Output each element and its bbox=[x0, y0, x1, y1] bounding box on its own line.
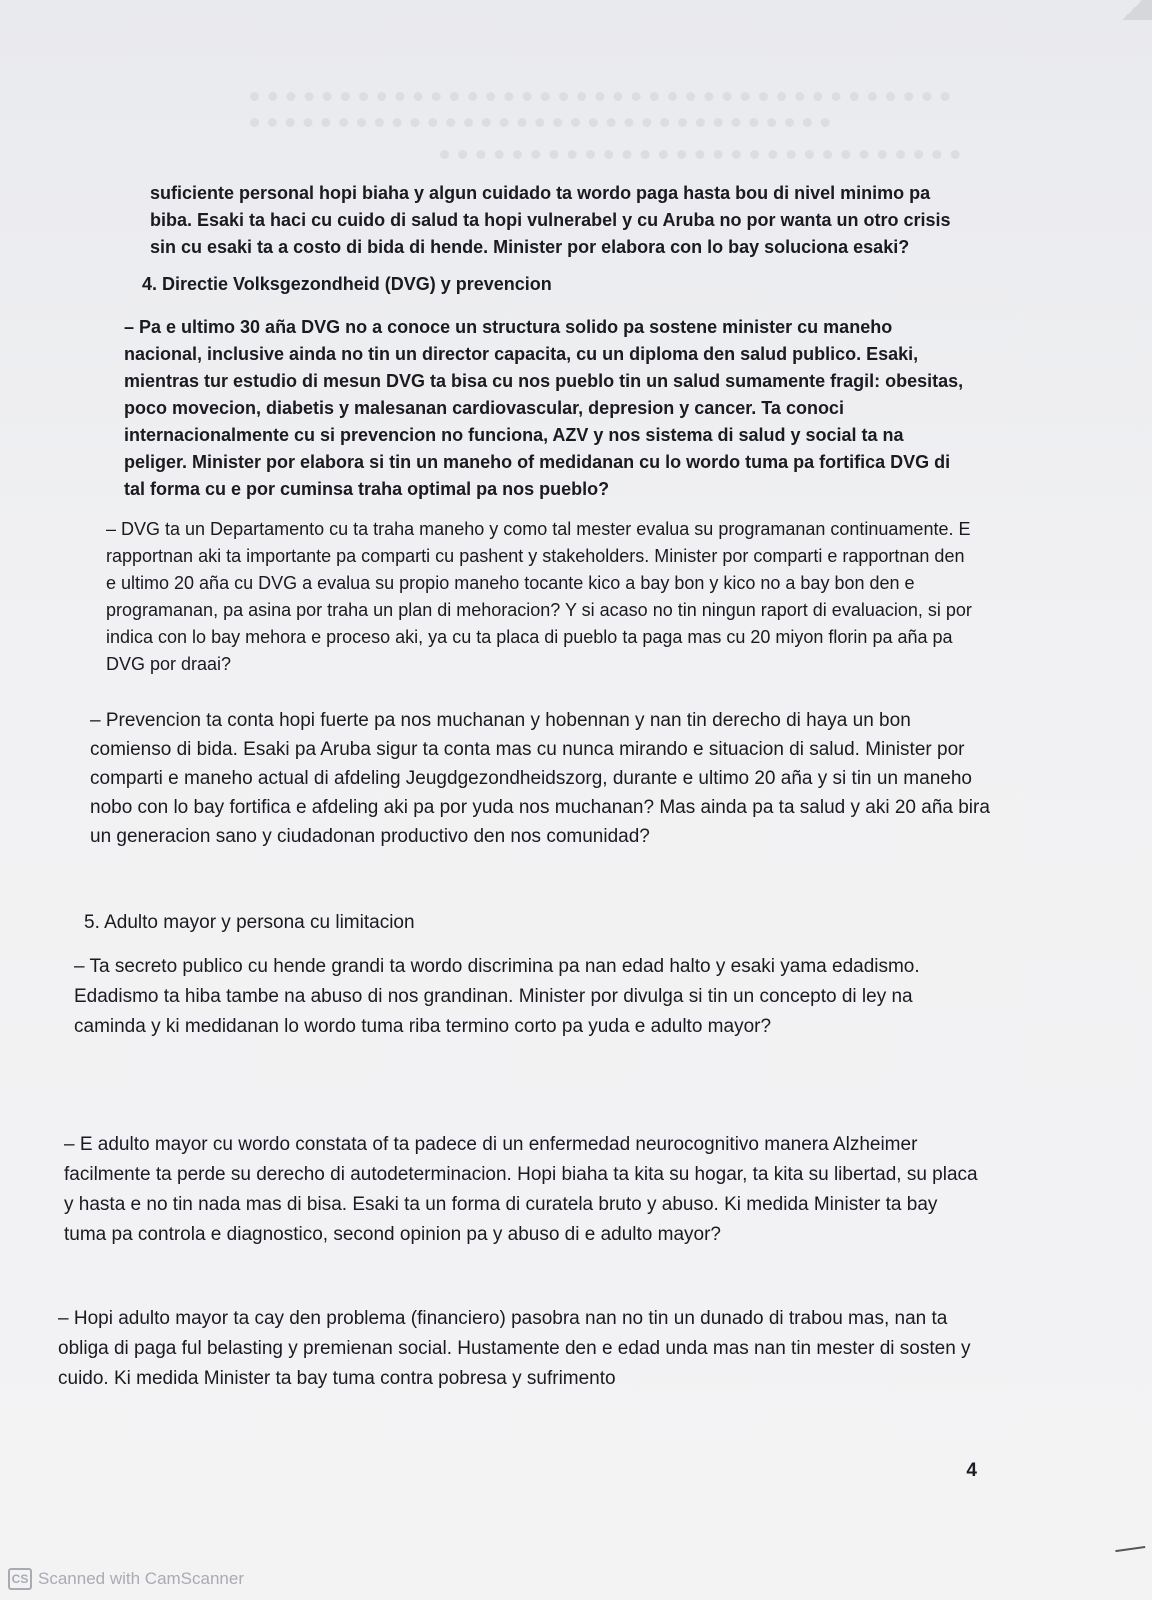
section-5-heading: 5. Adulto mayor y persona cu limitacion bbox=[84, 912, 415, 933]
paragraph-neurocognitivo: – E adulto mayor cu wordo constata of ta padece di un enfermedad neurocognitivo manera Alzheimer facilmente ta perde su derecho di autodeterminacion. Hopi biaha ta kita su hogar, ta kita su libertad, su placa y hasta e no tin nada mas di bisa. Esaki ta un forma di curatela bruto y abuso. Ki medida Minister ta bay tuma pa controla e diagnostico, second opinion pa y abuso di e adulto mayor? bbox=[64, 1134, 978, 1245]
bleed-through-line bbox=[440, 150, 960, 169]
page-corner-mark bbox=[1115, 1546, 1146, 1562]
scanner-watermark bbox=[8, 1568, 244, 1590]
camscanner-logo-icon: CS bbox=[8, 1568, 32, 1590]
paragraph-edadismo: – Ta secreto publico cu hende grandi ta wordo discrimina pa nan edad halto y esaki yama edadismo. Edadismo ta hiba tambe na abuso di nos grandinan. Minister por divulga si tin un concepto di ley na caminda y ki medidanan lo wordo tuma riba termino corto pa yuda e adulto mayor? bbox=[74, 956, 920, 1037]
paragraph-financiero: – Hopi adulto mayor ta cay den problema (financiero) pasobra nan no tin un dunado di trabou mas, nan ta obliga di paga ful belasting y premienan social. Hustamente den e edad unda mas nan tin mester di sosten y cuido. Ki medida Minister ta bay tuma contra pobresa y sufrimento bbox=[58, 1308, 971, 1389]
bleed-through-line bbox=[250, 118, 830, 137]
paragraph-intro: suficiente personal hopi biaha y algun cuidado ta wordo paga hasta bou di nivel minimo pa biba. Esaki ta haci cu cuido di salud ta hopi vulnerabel y cu Aruba no por wanta un otro crisis sin cu esaki ta a costo di bida di hende. Minister por elabora con lo bay soluciona esaki? bbox=[150, 183, 951, 257]
page-corner-fold bbox=[1112, 0, 1152, 20]
scanner-watermark-text: Scanned with CamScanner bbox=[38, 1569, 245, 1588]
paragraph-prevencion: – Prevencion ta conta hopi fuerte pa nos muchanan y hobennan y nan tin derecho di haya un bon comienso di bida. Esaki pa Aruba sigur ta conta mas cu nunca mirando e situacion di salud. Minister por comparti e maneho actual di afdeling Jeugdgezondheidszorg, durante e ultimo 20 aña y si tin un maneho nobo con lo bay fortifica e afdeling aki pa por yuda nos muchanan? Mas ainda pa ta salud y aki 20 aña bira un generacion sano y ciudadonan productivo den nos comunidad? bbox=[90, 710, 990, 847]
paragraph-dvg-structure: – Pa e ultimo 30 aña DVG no a conoce un structura solido pa sostene minister cu maneho nacional, inclusive ainda no tin un director capacita, cu un diploma den salud publico. Esaki, mientras tur estudio di mesun DVG ta bisa cu nos pueblo tin un salud sumamente fragil: obesitas, poco movecion, diabetis y malesanan cardiovascular, depresion y cancer. Ta conoci internacionalmente cu si prevencion no funciona, AZV y nos sistema di salud y social ta na peliger. Minister por elabora si tin un maneho of medidanan cu lo wordo tuma pa fortifica DVG di tal forma cu e por cuminsa traha optimal pa nos pueblo? bbox=[124, 317, 964, 499]
bleed-through-line bbox=[250, 92, 950, 111]
page-number: 4 bbox=[966, 1460, 977, 1481]
paragraph-dvg-evaluation: – DVG ta un Departamento cu ta traha maneho y como tal mester evalua su programanan continuamente. E rapportnan aki ta importante pa comparti cu pashent y stakeholders. Minister por comparti e rapportnan den e ultimo 20 aña cu DVG a evalua su propio maneho tocante kico a bay bon y kico no a bay bon den e programanan, pa asina por traha un plan di mehoracion? Y si acaso no tin ningun raport di evaluacion, si por indica con lo bay mehora e proceso aki, ya cu ta placa di pueblo ta paga mas cu 20 miyon florin pa aña pa DVG por draai? bbox=[106, 519, 972, 674]
section-4-heading: 4. Directie Volksgezondheid (DVG) y prevencion bbox=[142, 274, 552, 294]
